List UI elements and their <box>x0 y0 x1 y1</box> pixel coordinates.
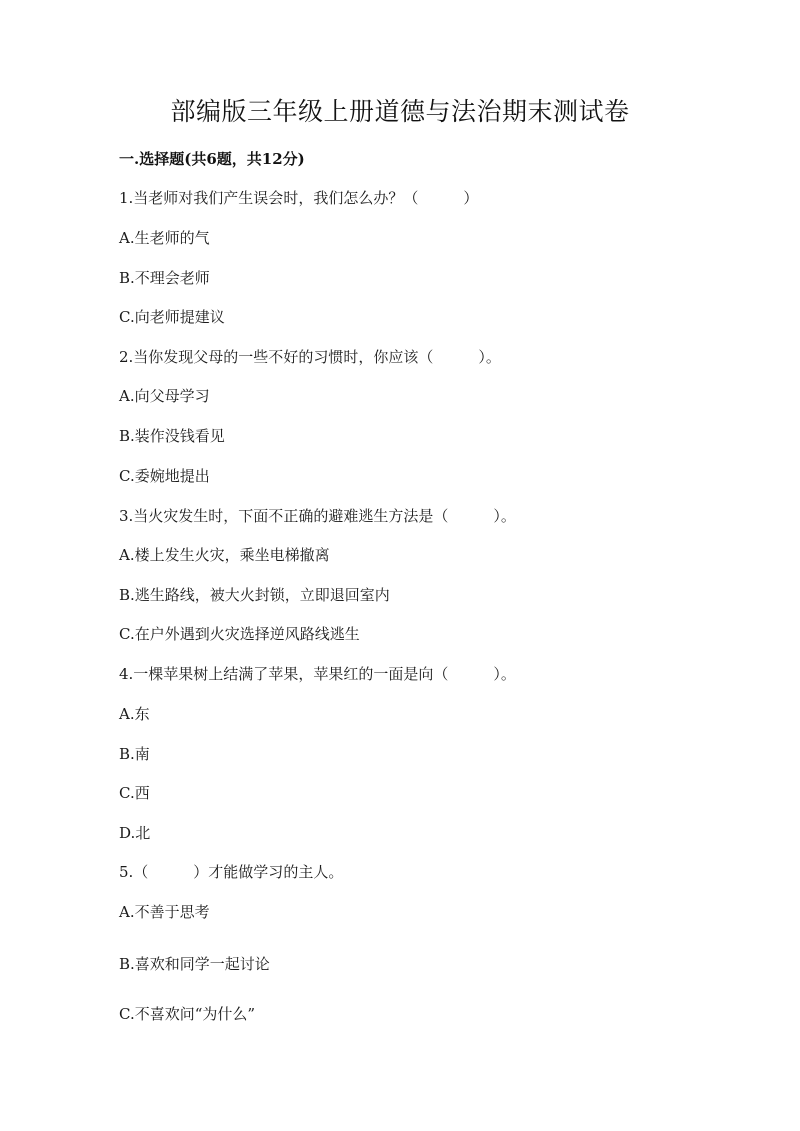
question-1-option-c: C.向老师提建议 <box>119 308 225 326</box>
question-3-stem: 3.当火灾发生时，下面不正确的避难逃生方法是（ ）。 <box>119 507 516 525</box>
question-1-option-a: A.生老师的气 <box>119 229 210 247</box>
question-3-option-b: B.逃生路线，被大火封锁，立即退回室内 <box>119 586 390 604</box>
question-4-option-c: C.西 <box>119 784 150 802</box>
question-2-stem: 2.当你发现父母的一些不好的习惯时，你应该（ ）。 <box>119 348 501 366</box>
question-5-option-b: B.喜欢和同学一起讨论 <box>119 955 270 973</box>
question-1-stem: 1.当老师对我们产生误会时，我们怎么办？（ ） <box>119 189 479 207</box>
question-5-option-c: C.不喜欢问“为什么” <box>119 1005 256 1023</box>
question-2-option-a: A.向父母学习 <box>119 387 210 405</box>
question-5-option-a: A.不善于思考 <box>119 903 210 921</box>
question-1-option-b: B.不理会老师 <box>119 269 210 287</box>
question-3-option-a: A.楼上发生火灾，乘坐电梯撤离 <box>119 546 330 564</box>
question-3-option-c: C.在户外遇到火灾选择逆风路线逃生 <box>119 625 360 643</box>
question-2-option-c: C.委婉地提出 <box>119 467 210 485</box>
question-4-stem: 4.一棵苹果树上结满了苹果，苹果红的一面是向（ ）。 <box>119 665 516 683</box>
question-4-option-d: D.北 <box>119 824 151 842</box>
page-title: 部编版三年级上册道德与法治期末测试卷 <box>170 97 630 126</box>
question-5-stem: 5.（ ）才能做学习的主人。 <box>119 863 344 881</box>
section-heading: 一.选择题(共6题，共12分) <box>119 150 305 168</box>
question-4-option-b: B.南 <box>119 745 150 763</box>
question-2-option-b: B.装作没钱看见 <box>119 427 225 445</box>
question-4-option-a: A.东 <box>119 705 150 723</box>
